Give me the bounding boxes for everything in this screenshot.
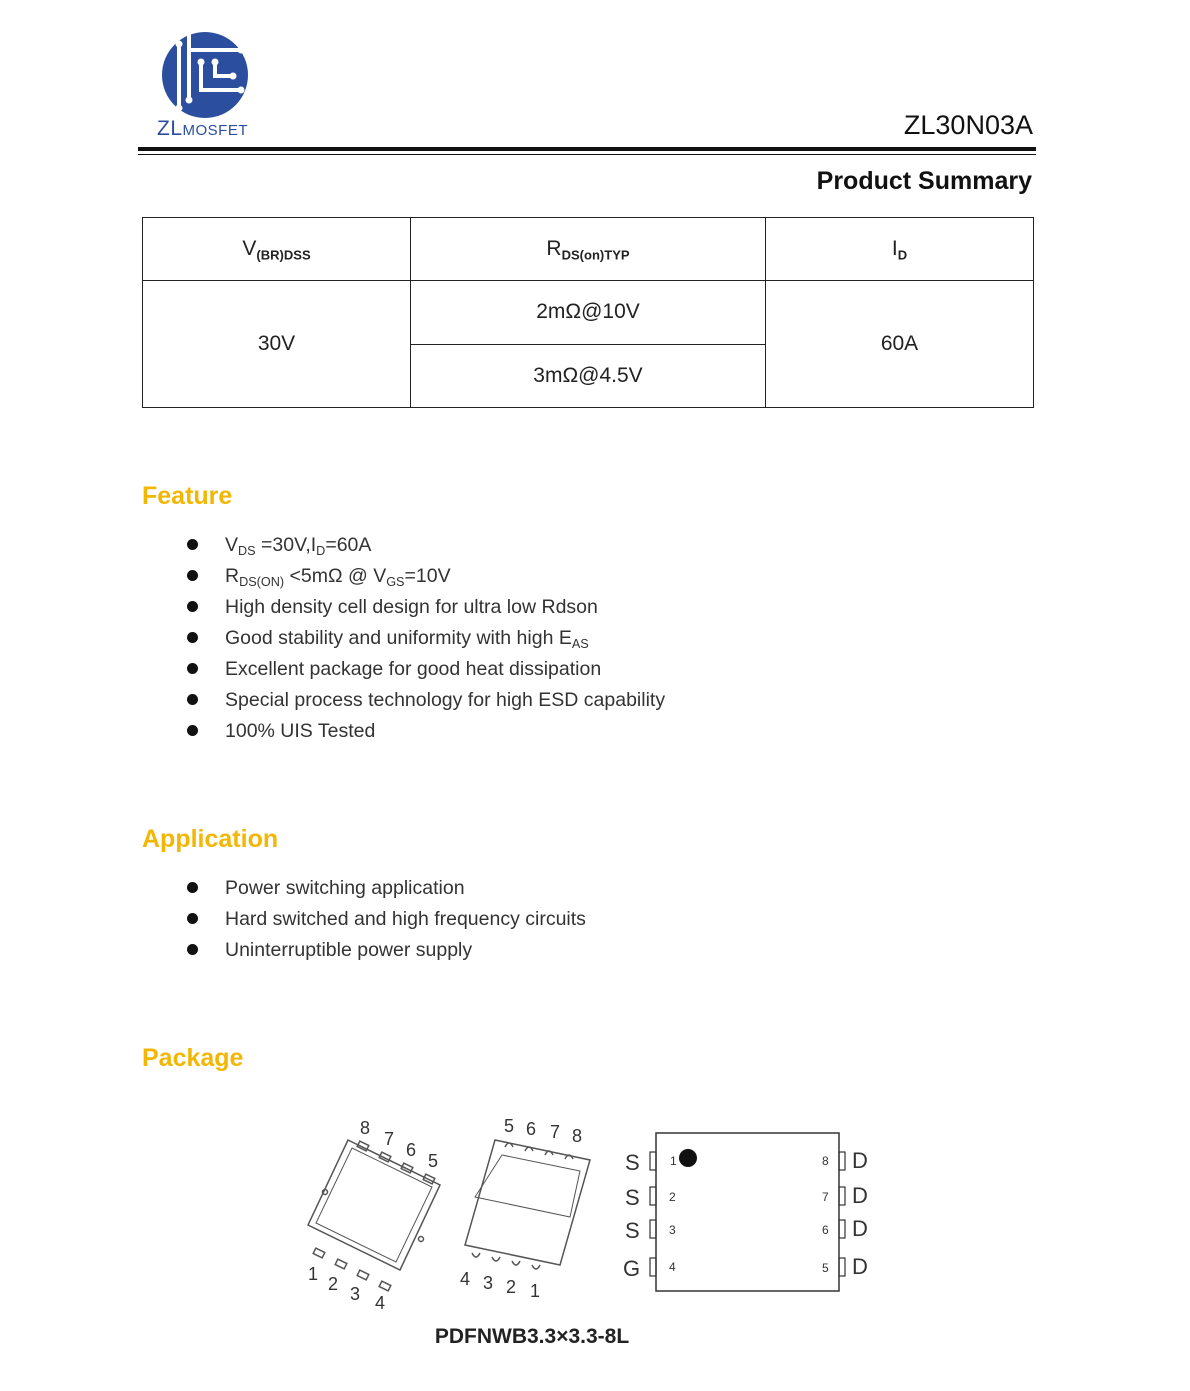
package-heading: Package <box>142 1044 244 1072</box>
pin-name-s: S <box>625 1150 640 1175</box>
pin-label: 4 <box>375 1293 386 1313</box>
pin-label: 3 <box>350 1284 361 1304</box>
pin-name-d: D <box>852 1183 868 1208</box>
pin-label: 5 <box>504 1116 515 1136</box>
pin-name-g: G <box>623 1256 641 1281</box>
feature-list <box>186 530 665 747</box>
product-summary-title: Product Summary <box>816 167 1032 195</box>
pin-label: 5 <box>428 1151 439 1171</box>
header-vbrdss: $V_{(BR)DSS}$ <box>143 218 411 281</box>
pin-number: 1 <box>670 1154 677 1168</box>
pin-name-d: D <box>852 1254 868 1279</box>
feature-item: 100% UIS Tested <box>186 716 665 747</box>
application-item: Uninterruptible power supply <box>186 935 586 966</box>
pin-number: 6 <box>822 1223 829 1237</box>
pin-name-s: S <box>625 1185 640 1210</box>
bottom-view-pin-labels <box>460 1116 582 1301</box>
pin-label: 8 <box>360 1118 371 1138</box>
pin-label: 6 <box>526 1119 537 1139</box>
pin-number: 3 <box>669 1223 676 1237</box>
feature-heading: Feature <box>142 482 233 510</box>
feature-item: Excellent package for good heat dissipation <box>186 654 665 685</box>
pin-label: 1 <box>308 1264 319 1284</box>
pin-number: 5 <box>822 1261 829 1275</box>
pin-label: 1 <box>530 1281 541 1301</box>
package-caption: PDFNWB3.3×3.3-8L <box>434 1325 630 1348</box>
application-heading: Application <box>142 825 279 853</box>
pin-name-s: S <box>625 1218 640 1243</box>
pin-number: 4 <box>669 1260 676 1274</box>
feature-item: $R_{DS(ON)} <5m\Omega$ @ $V_{GS}=10V$ <box>186 561 665 592</box>
part-number: ZL30N03A <box>903 110 1033 140</box>
value-rdson-10v: 2mΩ@10V <box>411 281 766 344</box>
feature-item: Good stability and uniformity with high $E_{AS}$ <box>186 623 665 654</box>
feature-item: Special process technology for high ESD capability <box>186 685 665 716</box>
pin-label: 4 <box>460 1269 471 1289</box>
pin-label: 6 <box>406 1140 417 1160</box>
value-id: 60A <box>766 281 1034 408</box>
pin-label: 7 <box>384 1129 395 1149</box>
pin-name-d: D <box>852 1148 868 1173</box>
pin-label: 2 <box>506 1277 517 1297</box>
package-drawing <box>300 1105 900 1320</box>
feature-item: $V_{DS} =30V,I_D=60A$ <box>186 530 665 561</box>
pin-number: 2 <box>669 1190 676 1204</box>
product-summary-table <box>142 217 1034 408</box>
pin-label: 3 <box>483 1273 494 1293</box>
pin-label: 2 <box>328 1274 339 1294</box>
pinout-diagram <box>623 1133 868 1291</box>
value-rdson-4v5: 3mΩ@4.5V <box>411 344 766 407</box>
pin-label: 7 <box>550 1122 561 1142</box>
pin-number: 7 <box>822 1190 829 1204</box>
header-rule-thin <box>138 154 1036 155</box>
pin-name-d: D <box>852 1216 868 1241</box>
application-list <box>186 873 586 966</box>
header-id: $I_D$ <box>766 218 1034 281</box>
application-item: Hard switched and high frequency circuits <box>186 904 586 935</box>
feature-item: High density cell design for ultra low Rdson <box>186 592 665 623</box>
logo-wordmark: ZLMOSFET <box>157 117 249 140</box>
value-vbrdss: 30V <box>143 281 411 408</box>
pin-number: 8 <box>822 1154 829 1168</box>
package-bottom-view <box>465 1140 590 1269</box>
pin-label: 8 <box>572 1126 583 1146</box>
header-rule <box>138 147 1036 151</box>
package-top-view <box>308 1140 440 1291</box>
application-item: Power switching application <box>186 873 586 904</box>
header-rdson: $R_{DS(on)TYP}$ <box>411 218 766 281</box>
